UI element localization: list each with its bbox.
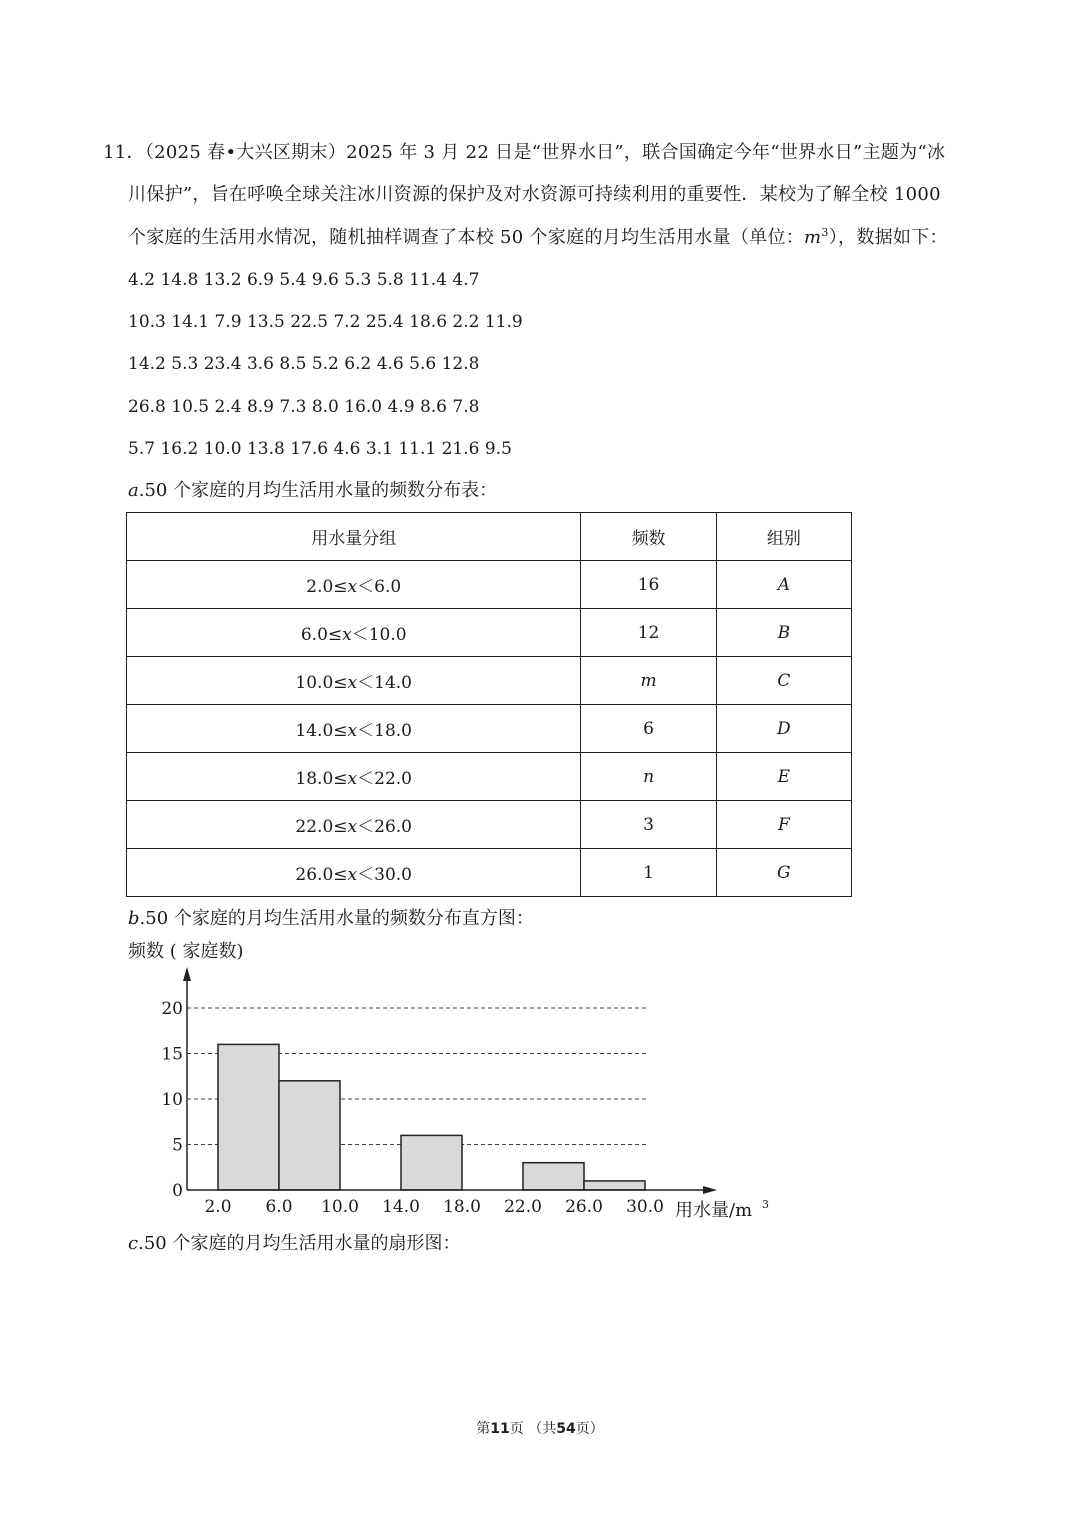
data-row: 14.2 5.3 23.4 3.6 8.5 5.2 6.2 4.6 5.6 12.8: [128, 354, 480, 374]
table-row: [127, 801, 852, 849]
x-tick-label: 30.0: [626, 1197, 664, 1217]
y-axis-arrow: [183, 967, 191, 981]
data-row: 4.2 14.8 13.2 6.9 5.4 9.6 5.3 5.8 11.4 4.7: [128, 270, 480, 290]
data-row: 10.3 14.1 7.9 13.5 22.5 7.2 25.4 18.6 2.2 11.9: [128, 312, 523, 332]
x-tick-label: 6.0: [265, 1197, 293, 1217]
cell-frequency: 16: [581, 561, 716, 609]
cell-group: G: [716, 849, 851, 897]
table-row: [127, 657, 852, 705]
cell-group: D: [716, 705, 851, 753]
data-row: 5.7 16.2 10.0 13.8 17.6 4.6 3.1 11.1 21.6 9.5: [128, 439, 512, 459]
cell-frequency: m: [581, 657, 716, 705]
cell-range: 10.0≤x＜14.0: [127, 657, 581, 705]
cell-range: 18.0≤x＜22.0: [127, 753, 581, 801]
x-tick-label: 22.0: [504, 1197, 542, 1217]
header-frequency: 频数: [581, 513, 716, 561]
y-tick-label: 5: [172, 1135, 183, 1156]
cell-frequency: 1: [581, 849, 716, 897]
question-line-3: 个家庭的生活用水情况，随机抽样调查了本校 50 个家庭的月均生活用水量（单位：$m^3$），数据如下：: [128, 226, 948, 248]
cell-range: 14.0≤x＜18.0: [127, 705, 581, 753]
table-header-row: [127, 513, 852, 561]
cell-frequency: 12: [581, 609, 716, 657]
histogram-bar: [218, 1044, 279, 1190]
histogram-bar: [523, 1163, 584, 1190]
table-row: [127, 849, 852, 897]
histogram-bar: [401, 1135, 462, 1190]
page-footer: 第11页 （共54页）: [476, 1421, 604, 1437]
caption-c: c.50 个家庭的月均生活用水量的扇形图：: [128, 1233, 461, 1254]
histogram-bar: [584, 1181, 645, 1190]
y-axis-label: 频数 ( 家庭数): [128, 941, 244, 962]
caption-a: a.50 个家庭的月均生活用水量的频数分布表：: [128, 480, 498, 501]
x-tick-label: 26.0: [565, 1197, 603, 1217]
table-row: [127, 753, 852, 801]
cell-group: E: [716, 753, 851, 801]
cell-group: F: [716, 801, 851, 849]
cell-group: B: [716, 609, 851, 657]
x-axis-label-superscript: 3: [762, 1198, 769, 1211]
y-tick-label: 10: [161, 1090, 183, 1110]
x-tick-label: 14.0: [382, 1197, 420, 1217]
cell-range: 6.0≤x＜10.0: [127, 609, 581, 657]
histogram-bar: [279, 1081, 340, 1190]
header-group: 组别: [716, 513, 851, 561]
x-tick-label: 18.0: [443, 1197, 481, 1217]
table-row: [127, 561, 852, 609]
cell-frequency: 6: [581, 705, 716, 753]
cell-range: 2.0≤x＜6.0: [127, 561, 581, 609]
cell-frequency: n: [581, 753, 716, 801]
question-line-2: 川保护”，旨在呼唤全球关注冰川资源的保护及对水资源可持续利用的重要性．某校为了解全校 1000: [128, 184, 941, 205]
cell-range: 26.0≤x＜30.0: [127, 849, 581, 897]
histogram-chart: [120, 935, 800, 1225]
data-row: 26.8 10.5 2.4 8.9 7.3 8.0 16.0 4.9 8.6 7.8: [128, 397, 480, 417]
caption-b: b.50 个家庭的月均生活用水量的频数分布直方图：: [128, 908, 534, 929]
table-row: [127, 705, 852, 753]
header-range: 用水量分组: [127, 513, 581, 561]
cell-group: A: [716, 561, 851, 609]
question-line-1: 11．（2025 春•大兴区期末）2025 年 3 月 22 日是“世界水日”，联合国确定今年“世界水日”主题为“冰: [103, 142, 946, 163]
y-tick-label: 15: [161, 1044, 183, 1065]
cell-group: C: [716, 657, 851, 705]
frequency-table: [126, 512, 852, 897]
cell-range: 22.0≤x＜26.0: [127, 801, 581, 849]
x-axis-label: 用水量/m: [675, 1200, 753, 1221]
x-tick-label: 2.0: [204, 1197, 232, 1217]
table-row: [127, 609, 852, 657]
y-tick-label: 0: [172, 1181, 183, 1201]
question-number: 11．: [103, 142, 145, 163]
x-axis-arrow: [703, 1186, 717, 1194]
cell-frequency: 3: [581, 801, 716, 849]
y-tick-label: 20: [161, 999, 183, 1019]
x-tick-label: 10.0: [321, 1197, 359, 1217]
